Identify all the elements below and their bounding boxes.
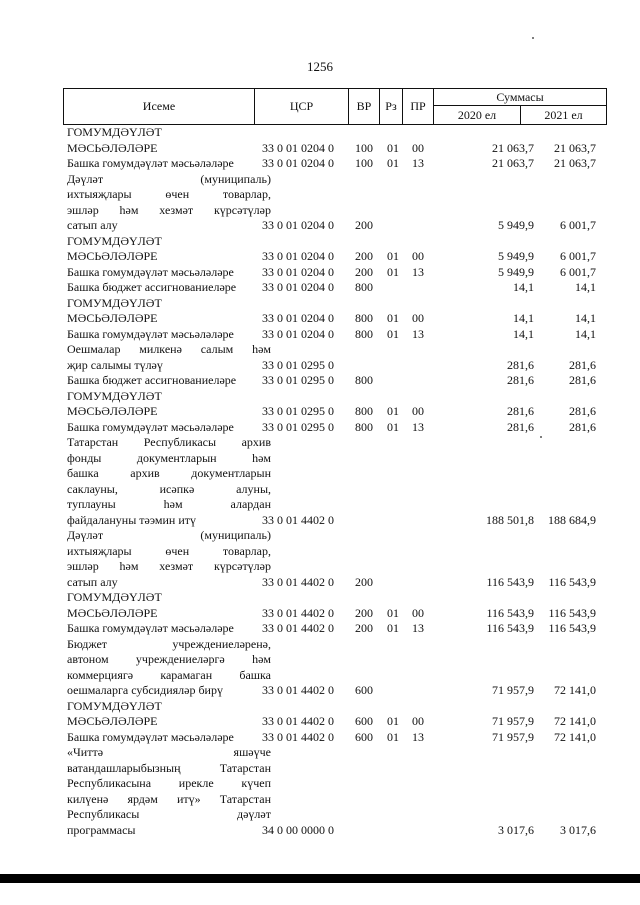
row-vr: 800 xyxy=(355,419,373,434)
row-csr: 33 0 01 4402 0 xyxy=(262,714,334,728)
row-rz: 01 xyxy=(387,140,399,155)
row-sum-2021: 281,6 xyxy=(569,404,596,418)
row-sum-2021: 6 001,7 xyxy=(560,249,596,263)
row-csr: 33 0 01 0204 0 xyxy=(262,264,334,279)
table-row xyxy=(63,420,607,436)
row-sum-2021: 72 141,0 xyxy=(554,729,596,744)
row-name-line: ватандашларыбызның Татарстан xyxy=(67,760,271,775)
row-name-line: коммерциягә карамаган башка xyxy=(67,667,271,682)
row-sum-2021: 281,6 xyxy=(569,373,596,387)
table-row xyxy=(63,141,607,157)
row-vr: 800 xyxy=(355,311,373,325)
row-name-line: башка архив документларын xyxy=(67,466,271,480)
row-name-line: сатып алу xyxy=(67,218,118,232)
row-sum-2021: 6 001,7 xyxy=(560,264,596,279)
row-sum-2020: 188 501,8 xyxy=(486,512,534,527)
table-row xyxy=(63,621,607,637)
row-name-line: программасы xyxy=(67,822,136,837)
row-name-line: Башка бюджет ассигнованиеләре xyxy=(67,280,237,294)
table-row xyxy=(63,280,607,296)
row-name xyxy=(67,156,271,172)
row-sum-2020: 5 949,9 xyxy=(498,249,534,263)
row-name-line: Республикасына ирекле күчеп xyxy=(67,776,271,790)
row-csr: 33 0 01 0295 0 xyxy=(262,404,334,418)
row-pr: 00 xyxy=(412,404,424,418)
row-name xyxy=(67,172,271,234)
header-vr: ВР xyxy=(356,99,372,113)
table-row xyxy=(63,265,607,281)
row-csr: 33 0 01 0204 0 xyxy=(262,249,334,263)
row-name-line: килүенә ярдәм итү» Татарстан xyxy=(67,791,271,806)
row-pr: 13 xyxy=(412,621,424,635)
row-csr: 33 0 01 0295 0 xyxy=(262,419,334,434)
row-name xyxy=(67,280,271,296)
row-name-line: МӘСЬӘЛӘЛӘРЕ xyxy=(67,404,158,418)
row-csr: 33 0 01 0295 0 xyxy=(262,373,334,387)
row-pr: 00 xyxy=(412,311,424,325)
header-sums: Суммасы xyxy=(496,90,544,104)
header-name-cell xyxy=(64,89,255,124)
row-sum-2021: 21 063,7 xyxy=(554,156,596,170)
row-name-line: «Читтә яшәүче xyxy=(67,745,271,759)
table-row xyxy=(63,327,607,343)
row-name-line: фонды документларын һәм xyxy=(67,450,271,465)
row-csr: 33 0 01 4402 0 xyxy=(262,512,334,527)
table-row xyxy=(63,234,607,265)
row-name-line: Бюджет учреждениеләренә, xyxy=(67,636,271,651)
row-vr: 200 xyxy=(355,621,373,635)
row-name-line: Башка гомумдәүләт мәсьәләләре xyxy=(67,621,234,635)
row-name-line: Башка бюджет ассигнованиеләре xyxy=(67,373,237,387)
row-sum-2020: 71 957,9 xyxy=(492,683,534,697)
row-csr: 33 0 01 4402 0 xyxy=(262,574,334,589)
row-sum-2021: 72 141,0 xyxy=(554,714,596,728)
header-rz-cell xyxy=(380,89,403,124)
row-sum-2020: 14,1 xyxy=(513,311,534,325)
row-csr: 33 0 01 0204 0 xyxy=(262,218,334,232)
row-vr: 200 xyxy=(355,218,373,232)
row-sum-2020: 116 543,9 xyxy=(486,574,534,589)
row-name xyxy=(67,342,271,373)
table-row xyxy=(63,745,607,838)
header-vr-cell xyxy=(349,89,380,124)
row-csr: 33 0 01 4402 0 xyxy=(262,621,334,635)
row-name xyxy=(67,745,271,838)
row-vr: 200 xyxy=(355,264,373,279)
row-sum-2020: 71 957,9 xyxy=(492,714,534,728)
header-pr-cell xyxy=(403,89,434,124)
row-name-line: ГОМУМДӘҮЛӘТ xyxy=(67,590,162,604)
row-name-line: Башка гомумдәүләт мәсьәләләре xyxy=(67,264,234,279)
row-vr: 600 xyxy=(355,729,373,744)
row-vr: 200 xyxy=(355,574,373,589)
table-row xyxy=(63,637,607,699)
row-sum-2020: 281,6 xyxy=(507,419,534,434)
table-row xyxy=(63,373,607,389)
row-rz: 01 xyxy=(387,311,399,325)
row-name xyxy=(67,389,271,420)
row-name-line: файдалануны тәэмин итү xyxy=(67,512,196,527)
table-row xyxy=(63,435,607,528)
row-pr: 13 xyxy=(412,156,424,170)
row-sum-2020: 14,1 xyxy=(513,280,534,294)
row-name-line: Татарстан Республикасы архив xyxy=(67,435,271,449)
row-vr: 800 xyxy=(355,280,373,294)
row-sum-2021: 188 684,9 xyxy=(548,512,596,527)
row-name xyxy=(67,621,271,637)
row-name-line: ГОМУМДӘҮЛӘТ xyxy=(67,698,162,713)
row-name xyxy=(67,125,271,141)
table-row xyxy=(63,156,607,172)
row-vr: 100 xyxy=(355,140,373,155)
row-sum-2021: 116 543,9 xyxy=(548,574,596,589)
row-sum-2021: 116 543,9 xyxy=(548,621,596,635)
header-2020-cell xyxy=(434,106,521,124)
table-row xyxy=(63,125,607,141)
table-row xyxy=(63,342,607,373)
row-vr: 200 xyxy=(355,605,373,620)
row-sum-2020: 5 949,9 xyxy=(498,264,534,279)
row-sum-2021: 72 141,0 xyxy=(554,683,596,697)
row-csr: 33 0 01 0295 0 xyxy=(262,357,334,372)
row-csr: 33 0 01 4402 0 xyxy=(262,729,334,744)
header-pr: ПР xyxy=(410,99,426,113)
budget-table xyxy=(63,88,607,838)
row-sum-2020: 281,6 xyxy=(507,357,534,372)
row-rz: 01 xyxy=(387,156,399,170)
header-sums-divider xyxy=(434,105,606,106)
row-sum-2021: 3 017,6 xyxy=(560,822,596,837)
table-row xyxy=(63,590,607,621)
scan-edge-bar xyxy=(0,874,640,883)
table-body xyxy=(63,125,607,838)
row-pr: 00 xyxy=(412,605,424,620)
row-csr: 33 0 01 4402 0 xyxy=(262,683,334,697)
table-header xyxy=(63,88,607,125)
row-name-line: Оешмалар милкенә салым һәм xyxy=(67,342,271,356)
row-vr: 600 xyxy=(355,714,373,728)
row-sum-2021: 14,1 xyxy=(575,311,596,325)
row-name-line: туплауны һәм алардан xyxy=(67,497,271,511)
row-name-line: эшләр һәм хезмәт күрсәтүләр xyxy=(67,202,271,217)
row-sum-2020: 116 543,9 xyxy=(486,605,534,620)
row-sum-2021: 116 543,9 xyxy=(548,605,596,620)
row-sum-2020: 281,6 xyxy=(507,404,534,418)
table-row xyxy=(63,730,607,746)
row-csr: 34 0 00 0000 0 xyxy=(262,822,334,837)
header-rz: Рз xyxy=(385,99,397,113)
row-name-line: оешмаларга субсидияләр бирү xyxy=(67,683,223,697)
row-name-line: МӘСЬӘЛӘЛӘРЕ xyxy=(67,140,158,155)
row-vr: 800 xyxy=(355,373,373,387)
page-number: 1256 xyxy=(307,59,333,74)
row-csr: 33 0 01 0204 0 xyxy=(262,140,334,155)
row-name-line: ГОМУМДӘҮЛӘТ xyxy=(67,233,162,248)
row-vr: 200 xyxy=(355,249,373,263)
row-sum-2020: 5 949,9 xyxy=(498,218,534,232)
row-name-line: ихтыяҗлары өчен товарлар, xyxy=(67,187,271,201)
row-rz: 01 xyxy=(387,326,399,341)
row-name xyxy=(67,590,271,621)
row-name-line: Республикасы дәүләт xyxy=(67,807,271,821)
row-sum-2020: 3 017,6 xyxy=(498,822,534,837)
row-sum-2020: 71 957,9 xyxy=(492,729,534,744)
row-name xyxy=(67,234,271,265)
row-name-line: эшләр һәм хезмәт күрсәтүләр xyxy=(67,559,271,573)
row-name-line: ГОМУМДӘҮЛӘТ xyxy=(67,295,162,310)
row-rz: 01 xyxy=(387,621,399,635)
row-vr: 800 xyxy=(355,326,373,341)
row-name-line: Башка гомумдәүләт мәсьәләләре xyxy=(67,419,234,434)
row-name-line: Башка гомумдәүләт мәсьәләләре xyxy=(67,729,234,744)
row-csr: 33 0 01 4402 0 xyxy=(262,605,334,620)
scan-speck xyxy=(532,37,534,39)
row-rz: 01 xyxy=(387,404,399,418)
row-csr: 33 0 01 0204 0 xyxy=(262,311,334,325)
table-row xyxy=(63,528,607,590)
row-name-line: ихтыяҗлары өчен товарлар, xyxy=(67,543,271,558)
row-name-line: Дәүләт (муниципаль) xyxy=(67,528,271,542)
row-sum-2021: 21 063,7 xyxy=(554,140,596,155)
row-name xyxy=(67,265,271,281)
row-name-line: саклауны, исәпкә алуны, xyxy=(67,481,271,496)
row-csr: 33 0 01 0204 0 xyxy=(262,326,334,341)
row-name-line: Дәүләт (муниципаль) xyxy=(67,171,271,186)
row-name xyxy=(67,528,271,590)
row-sum-2020: 14,1 xyxy=(513,326,534,341)
row-vr: 800 xyxy=(355,404,373,418)
header-csr-cell xyxy=(255,89,349,124)
row-name xyxy=(67,141,271,157)
row-sum-2020: 21 063,7 xyxy=(492,140,534,155)
header-name: Исеме xyxy=(142,99,176,113)
row-rz: 01 xyxy=(387,605,399,620)
row-name xyxy=(67,296,271,327)
row-name-line: МӘСЬӘЛӘЛӘРЕ xyxy=(67,249,158,263)
row-vr: 100 xyxy=(355,156,373,170)
row-pr: 00 xyxy=(412,714,424,728)
row-name xyxy=(67,699,271,730)
row-name-line: МӘСЬӘЛӘЛӘРЕ xyxy=(67,605,158,620)
row-sum-2021: 14,1 xyxy=(575,326,596,341)
row-rz: 01 xyxy=(387,419,399,434)
row-name xyxy=(67,373,271,389)
row-name xyxy=(67,420,271,436)
row-pr: 13 xyxy=(412,729,424,744)
header-2020: 2020 ел xyxy=(457,108,497,122)
row-name-line: автоном учреждениеләргә һәм xyxy=(67,652,271,666)
row-name xyxy=(67,730,271,746)
row-name-line: МӘСЬӘЛӘЛӘРЕ xyxy=(67,714,158,728)
table-row xyxy=(63,296,607,327)
row-rz: 01 xyxy=(387,249,399,263)
row-sum-2021: 281,6 xyxy=(569,357,596,372)
row-csr: 33 0 01 0204 0 xyxy=(262,280,334,294)
row-name xyxy=(67,637,271,699)
row-sum-2021: 6 001,7 xyxy=(560,218,596,232)
header-csr: ЦСР xyxy=(289,99,314,113)
row-name-line: җир салымы түләү xyxy=(67,357,163,372)
row-sum-2020: 21 063,7 xyxy=(492,156,534,170)
table-row xyxy=(63,389,607,420)
scan-speck xyxy=(540,436,542,438)
row-name xyxy=(67,435,271,528)
row-name-line: Башка гомумдәүләт мәсьәләләре xyxy=(67,326,234,341)
row-pr: 13 xyxy=(412,264,424,279)
row-sum-2020: 116 543,9 xyxy=(486,621,534,635)
table-row xyxy=(63,699,607,730)
row-vr: 600 xyxy=(355,683,373,697)
row-sum-2021: 14,1 xyxy=(575,280,596,294)
table-row xyxy=(63,172,607,234)
row-rz: 01 xyxy=(387,729,399,744)
row-pr: 00 xyxy=(412,140,424,155)
row-name-line: Башка гомумдәүләт мәсьәләләре xyxy=(67,156,234,170)
row-name-line: ГОМУМДӘҮЛӘТ xyxy=(67,388,162,403)
row-sum-2020: 281,6 xyxy=(507,373,534,387)
row-rz: 01 xyxy=(387,264,399,279)
row-name-line: ГОМУМДӘҮЛӘТ xyxy=(67,125,162,139)
row-name xyxy=(67,327,271,343)
row-name-line: сатып алу xyxy=(67,574,118,589)
header-2021: 2021 ел xyxy=(544,108,583,122)
row-pr: 13 xyxy=(412,326,424,341)
row-sum-2021: 281,6 xyxy=(569,419,596,434)
row-rz: 01 xyxy=(387,714,399,728)
row-pr: 13 xyxy=(412,419,424,434)
row-name-line: МӘСЬӘЛӘЛӘРЕ xyxy=(67,311,158,325)
row-csr: 33 0 01 0204 0 xyxy=(262,156,334,170)
row-pr: 00 xyxy=(412,249,424,263)
